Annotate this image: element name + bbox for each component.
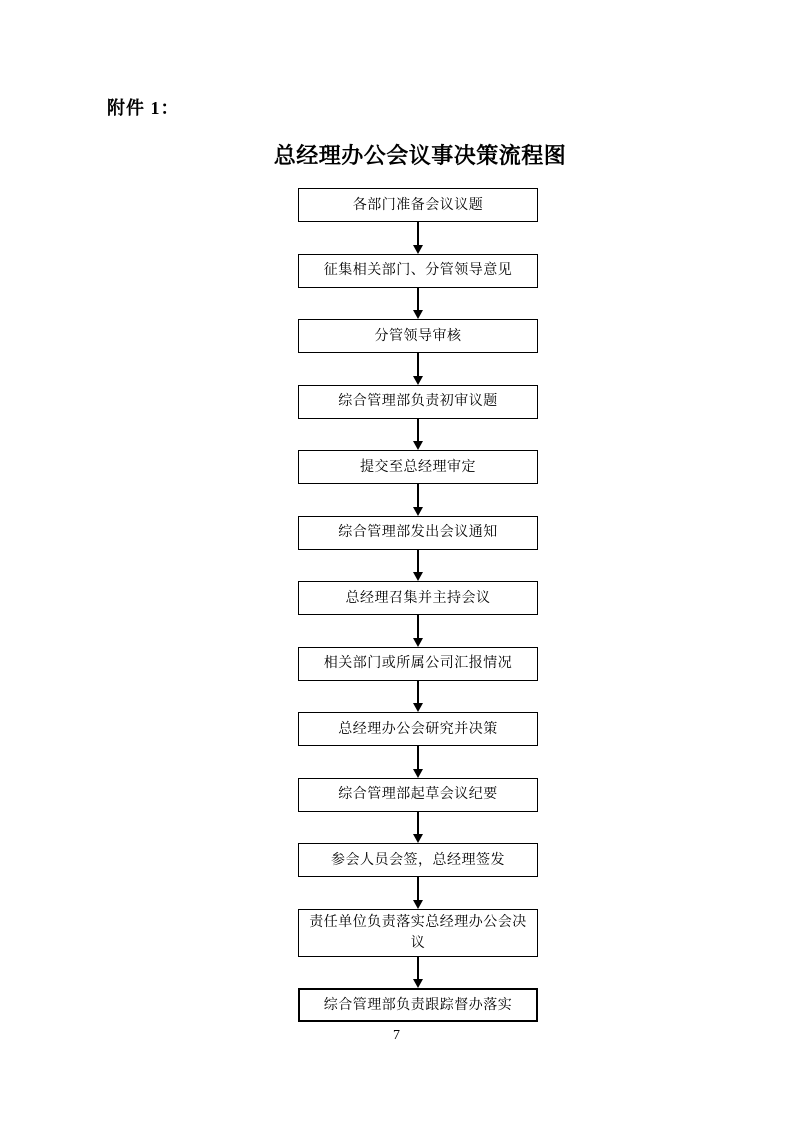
arrow-head-icon — [413, 769, 423, 778]
flow-step-box — [298, 988, 538, 1022]
arrow-line — [417, 812, 419, 835]
arrow-line — [417, 419, 419, 442]
flow-step-label: 征集相关部门、分管领导意见 — [323, 263, 513, 278]
flowchart — [298, 188, 538, 1022]
flow-step — [298, 516, 538, 582]
arrow-line — [417, 353, 419, 376]
arrow-head-icon — [413, 376, 423, 385]
arrow-line — [417, 484, 419, 507]
down-arrow — [413, 957, 423, 989]
down-arrow — [413, 222, 423, 254]
flow-step-label: 相关部门或所属公司汇报情况 — [323, 656, 513, 671]
flow-step-label: 综合管理部负责跟踪督办落实 — [323, 997, 513, 1013]
flow-step-label: 分管领导审核 — [374, 328, 462, 344]
page-number: 7 — [393, 1028, 400, 1043]
flow-step-box — [298, 647, 538, 681]
arrow-head-icon — [413, 979, 423, 988]
arrow-head-icon — [413, 638, 423, 647]
flow-step — [298, 909, 538, 989]
flow-step — [298, 319, 538, 385]
flow-step-box — [298, 581, 538, 615]
flow-step-box — [298, 254, 538, 288]
flow-step-label: 提交至总经理审定 — [360, 459, 476, 475]
arrow-line — [417, 615, 419, 638]
flow-step-label: 总经理办公会研究并决策 — [338, 721, 498, 737]
arrow-head-icon — [413, 507, 423, 516]
arrow-line — [417, 222, 419, 245]
arrow-line — [417, 681, 419, 704]
down-arrow — [413, 484, 423, 516]
flow-step — [298, 843, 538, 909]
arrow-head-icon — [413, 245, 423, 254]
flow-step-label: 责任单位负责落实总经理办公会决议 — [309, 914, 527, 951]
down-arrow — [413, 419, 423, 451]
arrow-line — [417, 550, 419, 573]
arrow-line — [417, 877, 419, 900]
page-title: 总经理办公会议事决策流程图 — [273, 143, 567, 168]
flow-step-label: 参会人员会签，总经理签发 — [331, 852, 505, 868]
flow-step — [298, 647, 538, 713]
arrow-head-icon — [413, 441, 423, 450]
flow-step-label: 总经理召集并主持会议 — [345, 590, 491, 606]
flow-step-box — [298, 778, 538, 812]
flow-step-label: 综合管理部发出会议通知 — [338, 525, 498, 540]
down-arrow — [413, 746, 423, 778]
arrow-head-icon — [413, 572, 423, 581]
down-arrow — [413, 550, 423, 582]
flow-step-box — [298, 843, 538, 877]
flow-step-box — [298, 188, 538, 222]
flow-step — [298, 581, 538, 647]
arrow-head-icon — [413, 834, 423, 843]
arrow-line — [417, 746, 419, 769]
flow-step-label: 综合管理部负责初审议题 — [338, 394, 498, 409]
down-arrow — [413, 353, 423, 385]
down-arrow — [413, 812, 423, 844]
flow-step — [298, 254, 538, 320]
down-arrow — [413, 615, 423, 647]
arrow-head-icon — [413, 703, 423, 712]
flow-step-box — [298, 319, 538, 353]
flow-step — [298, 450, 538, 516]
down-arrow — [413, 877, 423, 909]
arrow-head-icon — [413, 900, 423, 909]
flow-step-label: 各部门准备会议议题 — [352, 197, 484, 213]
flow-step — [298, 778, 538, 844]
arrow-line — [417, 957, 419, 980]
arrow-head-icon — [413, 310, 423, 319]
flow-step-box — [298, 385, 538, 419]
flow-step-box — [298, 450, 538, 484]
arrow-line — [417, 288, 419, 311]
flow-step-box — [298, 516, 538, 550]
flow-step — [298, 188, 538, 254]
down-arrow — [413, 288, 423, 320]
flow-step — [298, 385, 538, 451]
flow-step — [298, 988, 538, 1022]
flow-step-box — [298, 909, 538, 957]
flow-step-box — [298, 712, 538, 746]
attachment-label: 附件 1： — [107, 98, 180, 118]
down-arrow — [413, 681, 423, 713]
flow-step-label: 综合管理部起草会议纪要 — [338, 787, 498, 802]
flow-step — [298, 712, 538, 778]
